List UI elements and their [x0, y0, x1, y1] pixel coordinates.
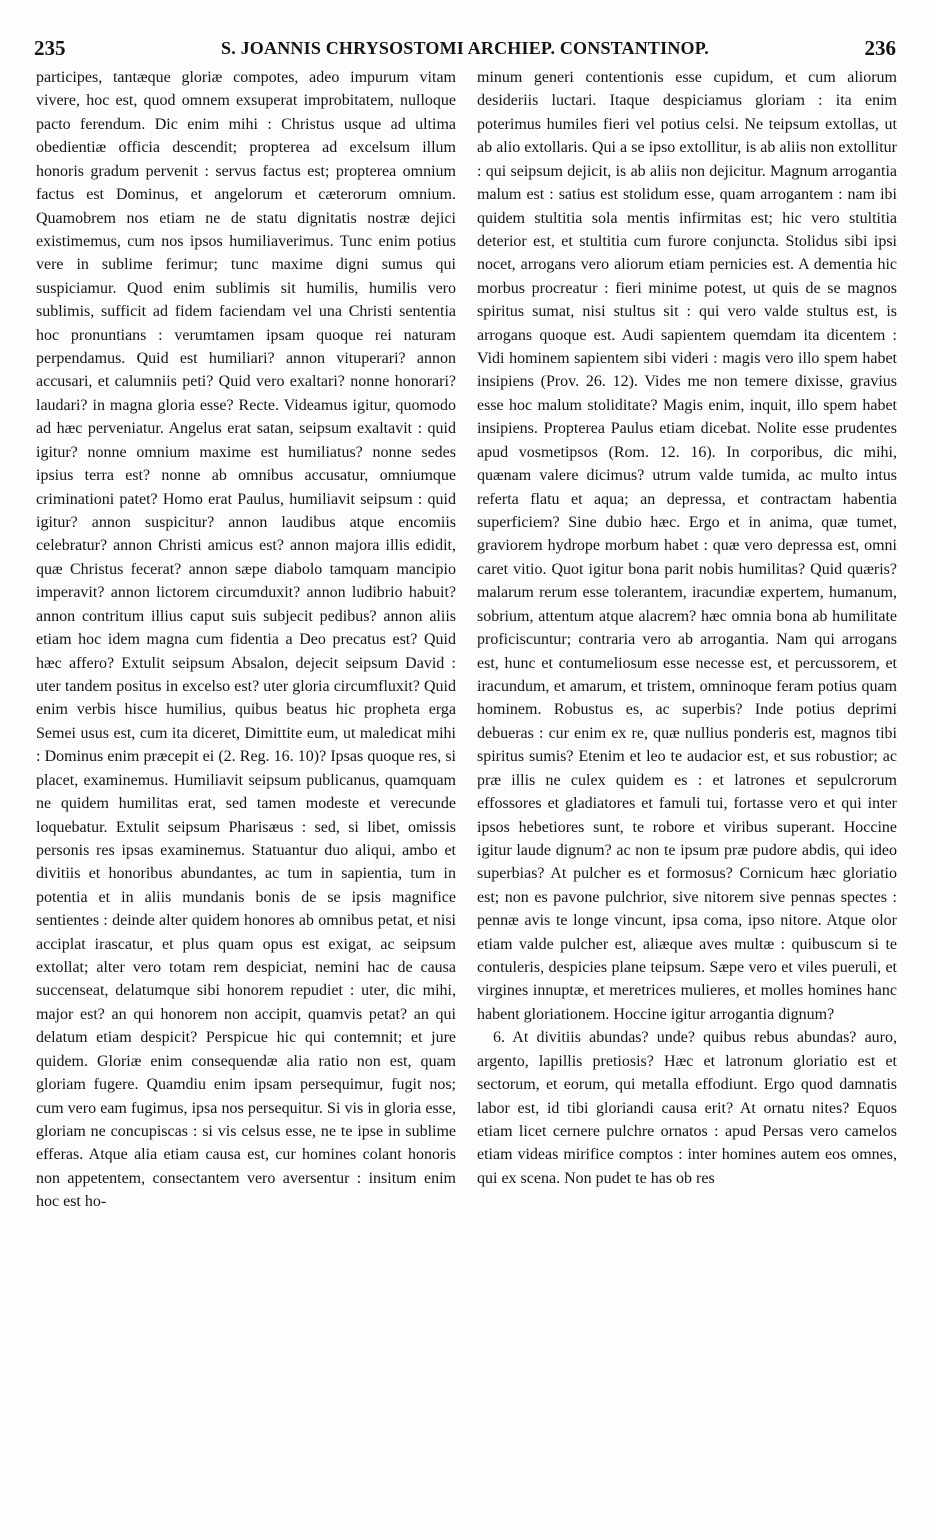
left-column	[36, 66, 456, 1506]
page-number-left: 235	[34, 36, 66, 60]
page-header	[34, 36, 896, 64]
running-title: S. JOANNIS CHRYSOSTOMI ARCHIEP. CONSTANTINOP.	[221, 38, 709, 58]
page-number-right: 236	[864, 36, 896, 60]
left-paragraph: participes, tantæque gloriæ compotes, adeo impurum vitam vivere, hoc est, quod omnem exsuperat improbitatem, nulloque pacto ferendum. Dic enim mihi : Christus usque ad ultima obedientiæ officia descendit; propterea ad excelsum illum honoris gradum pervenit : servus factus est; propterea omnium factus est Dominus, et angelorum et cæterorum omnium. Quamobrem nos etiam ne de statu dignitatis nostræ dejici existimemus, cum nos ipsos humiliaverimus. Tunc enim potius vere in sublime ferimur; tunc maxime digni sumus qui suspiciamur. Quod enim sublimis sit humilis, humilis vero sublimis, sufficit ad fidem faciendam vel una Christi sententia hoc pronuntians : verumtamen ipsam quoque rei naturam perpendamus. Quid est humiliari? annon vituperari? annon accusari, et calumniis peti? Quid vero exaltari? nonne honorari? laudari? in magna gloria esse? Recte. Videamus igitur, quomodo ad hæc perveniatur. Angelus erat satan, seipsum exaltavit : quid igitur? nonne omnium maxime est humiliatus? nonne sedes ipsius terra est? nonne ab omnibus accusatur, omniumque criminationi patet? Homo erat Paulus, humiliavit seipsum : quid igitur? annon suspicitur? annon laudibus atque encomiis celebratur? annon Christi amicus est? annon majora illis edidit, quæ Christus fecerat? annon sæpe diabolo tamquam mancipio imperavit? annon lictorem circumduxit? annon ludibrio habuit? annon contritum illius caput suis subjecit pedibus? annon aliis etiam hoc idem magna cum fidentia a Deo precatus est? Quid hæc affero? Extulit seipsum Absalon, dejecit seipsum David : uter tandem positus in excelso est? uter gloria circumfluxit? Quid enim verbis hisce humilius, quibus beatus hic propheta erga Semei usus est, cum ita diceret, Dimittite eum, ut maledicat mihi : Dominus enim præcepit ei (2. Reg. 16. 10)? Ipsas quoque res, si placet, examinemus. Humiliavit seipsum publicanus, quamquam ne quidem humilitas erat, sed tamen modeste et verecunde loquebatur. Extulit seipsum Pharisæus : sed, si libet, omissis personis res ipsas examinemus. Statuantur duo aliqui, ambo et divitiis et honoribus abundantes, ac tum in sapientia, tum in potentia et in aliis mundanis bonis de se ipsis magnifice sentientes : deinde alter quidem honores ab omnibus petat, et nisi acciplat irascatur, et plus quam opus est exigat, ac seipsum extollat; alter vero totam rem despiciat, nemini hac de causa succenseat, delatumque sibi honorem repudiet : uter, dic mihi, major est? an qui honorem non accipit, quamvis petat? an qui delatum etiam despicit? Perspicue hic qui contemnit; et jure quidem. Gloriæ enim consequendæ alia ratio non est, quam gloriam fugere. Quamdiu enim ipsam persequimur, fugit nos; cum vero eam fugimus, ipsa nos persequitur. Si vis in gloria esse, gloriam ne concupiscas : si vis celsus esse, ne te ipse in sublime efferas. Atque alia etiam causa est, cur homines colant honoris non appetentem, consectantem vero aversentur : insitum enim hoc est ho-	[36, 69, 456, 1211]
right-paragraph: minum generi contentionis esse cupidum, et cum aliorum desideriis luctari. Itaque despiciamus gloriam : ita enim poterimus humiles fieri vel potius celsi. Ne teipsum extollas, ut ab alio extollaris. Qui a se ipso extollitur, is ab aliis non extollitur : qui seipsum dejicit, is ab aliis non dejicitur. Magnum arrogantia malum est : satius est stolidum esse, quam arrogantem : nam ibi quidem stultitia sola mentis infirmitas est; hic vero stultitia deterior est, et stultitia cum furore conjuncta. Stolidus sibi ipsi nocet, arrogans vero aliorum etiam pernicies est. A dementia hic morbus procreatur : fieri minime potest, ut quis de se magnos spiritus sumat, nisi stultus sit : qui vero valde stultus est, is arrogans quoque est. Audi sapientem quemdam ita dicentem : Vidi hominem sapientem sibi videri : magis vero illo spem habet insipiens (Prov. 26. 12). Vides me non temere dixisse, gravius esse hoc malum stoliditate? Magis enim, inquit, illo spem habet insipiens. Propterea Paulus etiam dicebat. Nolite esse prudentes apud vosmetipsos (Rom. 12. 16). In corporibus, dic mihi, quænam valere dicimus? utrum valde tumida, ac multo intus referta flatu et aqua; an depressa, et contractam habentia superficiem? Sine dubio hæc. Ergo et in anima, quæ tumet, graviorem hydrope morbum habet : quæ vero depressa est, omni caret vitio. Quot igitur bona parit nobis humilitas? Quid quæris? malarum rerum esse tolerantem, iracundiæ expertem, humanum, sobrium, attentum atque alacrem? hæc omnia bona ab humilitate proficiscuntur; contraria vero ab arrogantia. Nam qui arrogans est, hunc et contumeliosum esse necesse est, et percussorem, et iracundum, et amarum, et tristem, omninoque feram potius quam hominem. Robustus es, ac superbis? Inde potius deprimi debueras : cur enim ex re, quæ nullius ponderis est, magnos tibi spiritus sumis? Etenim et leo te audacior est, et sus robustior; ac præ illis ne culex quidem es : et latrones et sepulcrorum effossores et gladiatores et famuli tui, fortasse vero et qui inter ipsos hebetiores sunt, te robore et viribus superant. Hoccine igitur laude dignum? ac non te ipsum præ pudore abdis, qui ideo superbias? At pulcher es et formosus? Cornicum hæc gloriatio est; non es pavone pulchrior, sive nitorem sive pennas spectes : pennæ avis te longe vincunt, ipsa coma, ipso nitore. Atque olor etiam valde pulcher est, aliæque aves multæ : quibuscum si te contuleris, despicies plane teipsum. Sæpe vero et viles pueruli, et virgines innuptæ, et meretrices mulieres, et molles homines hanc habent gloriationem. Hoccine igitur arrogantia dignum?	[477, 69, 897, 1023]
right-column	[477, 66, 897, 1506]
right-paragraph-section-6: 6. At divitiis abundas? unde? quibus rebus abundas? auro, argento, lapillis pretiosis? Hæc et latronum gloriatio est et sectorum, et eorum, qui metalla effodiunt. Ergo quod damnatis labor est, id tibi gloriandi causa erit? At ornatu nites? Equos etiam licet cernere pulchre ornatos : apud Persas vero camelos etiam videas mirifice comptos : inter homines autem eos omnes, qui ex scena. Non pudet te has ob res	[477, 1029, 897, 1187]
